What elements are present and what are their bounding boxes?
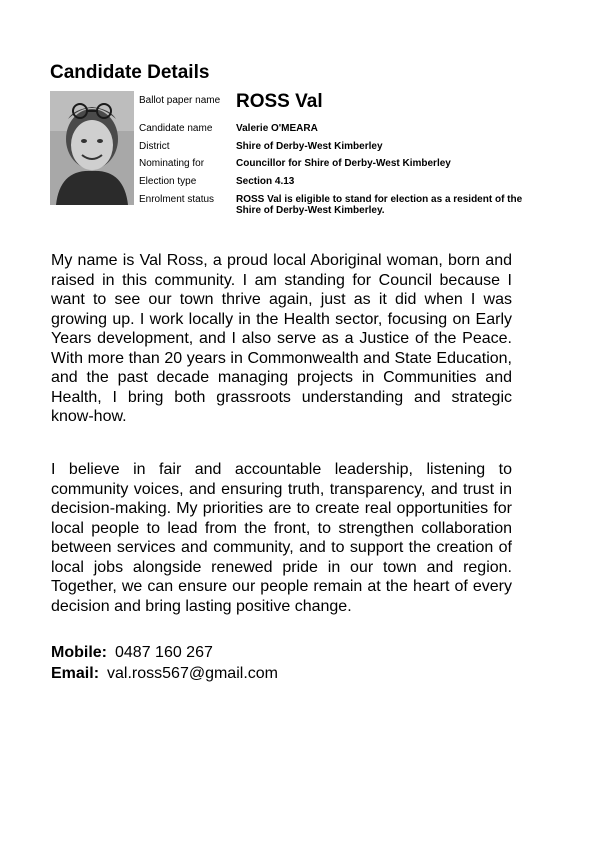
mobile-label: Mobile: (51, 644, 107, 661)
email-line (51, 664, 278, 684)
bio-paragraph-2: I believe in fair and accountable leadership, listening to community voices, and ensuring truth, transparency, and trust in decision-making. My priorities are to create real opportunities for local people to lead from the front, to strengthen collaboration between services and community, and to support the creation of local jobs alongside renewed pride in our town and region. Together, we can ensure our people remain at the heart of every decision and bring lasting positive change. (51, 461, 512, 615)
district-value: Shire of Derby-West Kimberley (236, 141, 383, 152)
enrolment-status-value: ROSS Val is eligible to stand for election as a resident of the Shire of Derby-West Kimberley. (236, 194, 523, 216)
email-label: Email: (51, 665, 100, 682)
mobile-line (51, 643, 213, 663)
candidate-photo (50, 91, 134, 205)
nominating-label: Nominating for (139, 158, 205, 169)
portrait-image (50, 91, 134, 205)
enrolment-status-label: Enrolment status (139, 194, 215, 205)
mobile-value: 0487 160 267 (115, 644, 213, 661)
email-value[interactable]: val.ross567@gmail.com (107, 665, 278, 682)
nominating-value: Councillor for Shire of Derby-West Kimberley (236, 158, 451, 169)
district-label: District (139, 141, 170, 152)
candidate-name-value: Valerie O'MEARA (236, 123, 318, 134)
ballot-name-value: ROSS Val (236, 91, 323, 112)
election-type-label: Election type (139, 176, 197, 187)
bio-paragraph-1: My name is Val Ross, a proud local Aboriginal woman, born and raised in this community. I am standing for Council because I want to see our town thrive again, just as it did when I was growing up. I work locally in the Health sector, focusing on Early Years development, and I also serve as a Justice of the Peace. With more than 20 years in Commonwealth and State Education, and the past decade managing projects in Communities and Health, I bring both grassroots understanding and strategic know-how. (51, 252, 512, 425)
page-title: Candidate Details (50, 62, 210, 83)
ballot-name-row (139, 91, 549, 121)
ballot-name-label: Ballot paper name (139, 95, 221, 106)
election-type-value: Section 4.13 (236, 176, 295, 187)
candidate-details-table (139, 91, 549, 216)
candidate-name-label: Candidate name (139, 123, 213, 134)
